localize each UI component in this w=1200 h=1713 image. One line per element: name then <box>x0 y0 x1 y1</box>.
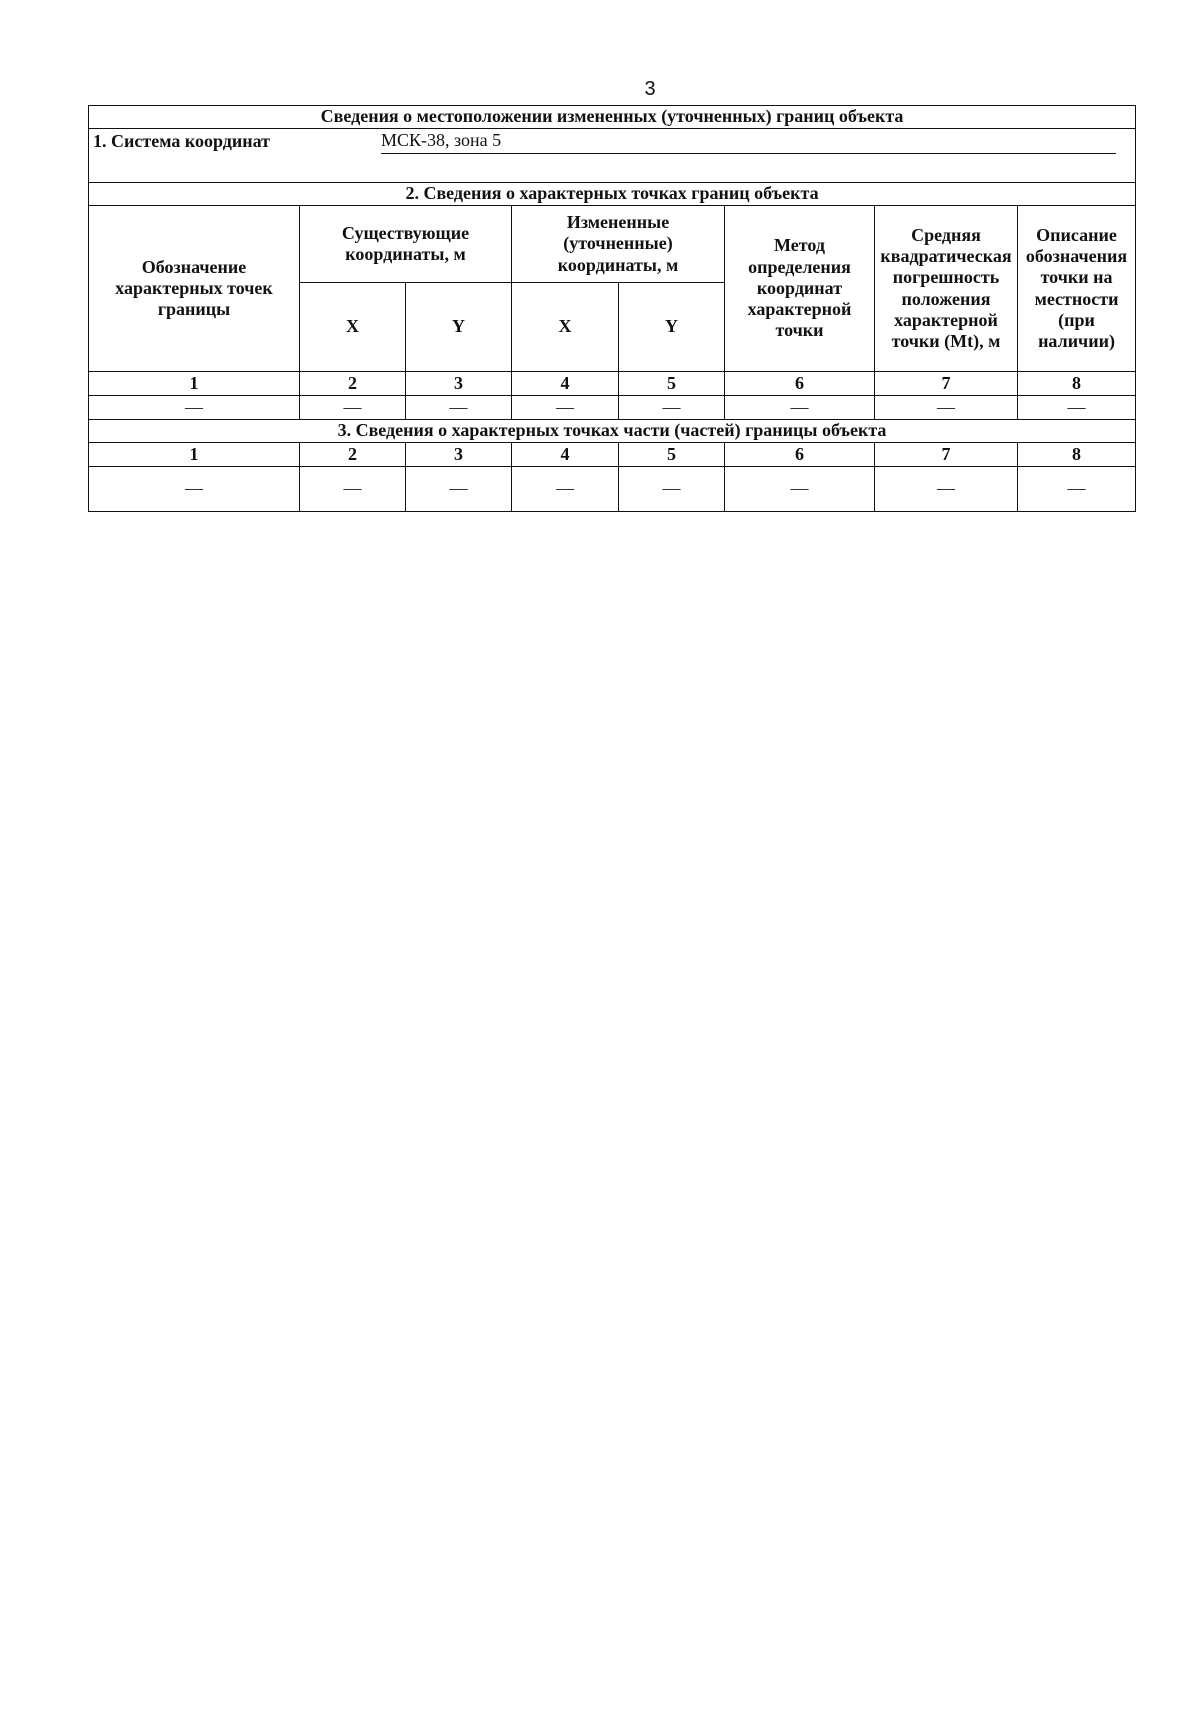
table-cell: — <box>89 467 300 512</box>
section3-title: 3. Сведения о характерных точках части (частей) границы объекта <box>89 420 1136 443</box>
column-number: 5 <box>619 443 725 467</box>
boundary-table-container <box>88 105 1135 512</box>
table-cell: — <box>725 467 875 512</box>
header-changed-x: X <box>512 283 619 372</box>
table-cell: — <box>1018 396 1136 420</box>
table-cell: — <box>406 396 512 420</box>
column-number: 3 <box>406 372 512 396</box>
column-number: 1 <box>89 372 300 396</box>
header-method: Метод определения координат характерной точки <box>725 206 875 372</box>
table-cell: — <box>300 396 406 420</box>
column-number: 3 <box>406 443 512 467</box>
header-designation: Обозначение характерных точек границы <box>89 206 300 372</box>
table-row <box>89 467 1136 512</box>
header-error: Средняя квадратическая погрешность положения характерной точки (Mt), м <box>875 206 1018 372</box>
table-cell: — <box>89 396 300 420</box>
column-number: 6 <box>725 372 875 396</box>
column-number: 4 <box>512 443 619 467</box>
column-number: 2 <box>300 443 406 467</box>
column-number: 7 <box>875 372 1018 396</box>
header-description: Описание обозначения точки на местности (при наличии) <box>1018 206 1136 372</box>
table-cell: — <box>875 467 1018 512</box>
table-cell: — <box>512 396 619 420</box>
header-changed-y: Y <box>619 283 725 372</box>
header-existing-y: Y <box>406 283 512 372</box>
section3-column-numbers <box>89 443 1136 467</box>
column-number: 2 <box>300 372 406 396</box>
coordinate-system-value: МСК-38, зона 5 <box>381 130 1116 154</box>
table-row <box>89 396 1136 420</box>
table-cell: — <box>406 467 512 512</box>
header-existing-x: X <box>300 283 406 372</box>
column-number: 8 <box>1018 443 1136 467</box>
page-number: 3 <box>644 78 656 100</box>
table-title: Сведения о местоположении измененных (уточненных) границ объекта <box>89 106 1136 129</box>
table-cell: — <box>875 396 1018 420</box>
coordinate-system-label: 1. Система координат <box>93 131 270 151</box>
table-cell: — <box>725 396 875 420</box>
table-cell: — <box>512 467 619 512</box>
column-number: 7 <box>875 443 1018 467</box>
section2-column-numbers <box>89 372 1136 396</box>
column-number: 8 <box>1018 372 1136 396</box>
table-cell: — <box>619 467 725 512</box>
coordinate-system-cell <box>89 129 1136 183</box>
column-number: 5 <box>619 372 725 396</box>
column-number: 6 <box>725 443 875 467</box>
boundary-table <box>88 105 1136 512</box>
column-number: 1 <box>89 443 300 467</box>
table-cell: — <box>619 396 725 420</box>
table-cell: — <box>300 467 406 512</box>
table-cell: — <box>1018 467 1136 512</box>
section2-title: 2. Сведения о характерных точках границ объекта <box>89 183 1136 206</box>
column-number: 4 <box>512 372 619 396</box>
header-existing-coords: Существующие координаты, м <box>300 206 512 283</box>
header-changed-coords: Измененные (уточненные) координаты, м <box>512 206 725 283</box>
